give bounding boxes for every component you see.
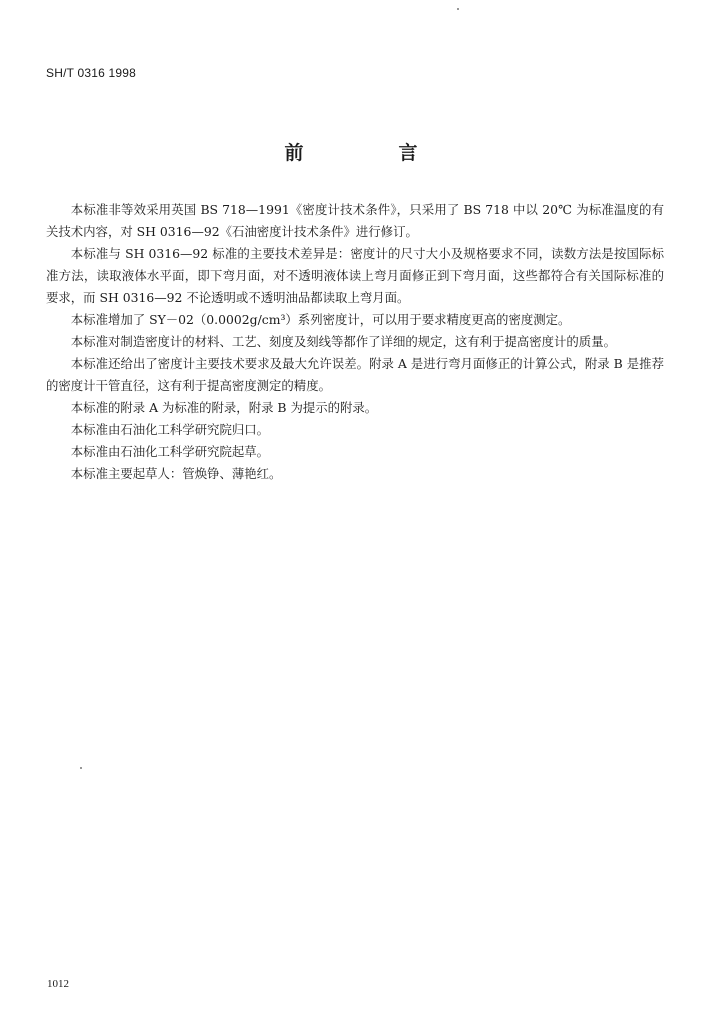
scan-speck <box>80 767 82 769</box>
foreword-body <box>46 199 664 485</box>
paragraph: 本标准对制造密度计的材料、工艺、刻度及刻线等都作了详细的规定，这有利于提高密度计的质量。 <box>70 334 616 349</box>
paragraph: 本标准还给出了密度计主要技术要求及最大允许误差。附录 A 是进行弯月面修正的计算公式，附录 B 是推荐的密度计干管直径，这有利于提高密度测定的精度。 <box>46 356 664 393</box>
paragraph: 本标准由石油化工科学研究院归口。 <box>70 422 270 437</box>
paragraph: 本标准增加了 SY－02（0.0002g/cm³）系列密度计，可以用于要求精度更高的密度测定。 <box>70 312 571 327</box>
paragraph: 本标准主要起草人：管焕铮、薄艳红。 <box>70 466 282 481</box>
page-number: 1012 <box>47 978 69 990</box>
scan-speck <box>457 8 459 10</box>
paragraph: 本标准的附录 A 为标准的附录，附录 B 为提示的附录。 <box>70 400 378 415</box>
paragraph: 本标准由石油化工科学研究院起草。 <box>70 444 270 459</box>
paragraph: 本标准与 SH 0316—92 标准的主要技术差异是：密度计的尺寸大小及规格要求不同，读数方法是按国际标准方法，读取液体水平面，即下弯月面，对不透明液体读上弯月面修正到下弯月面，这些都符合有关国际标准的要求，而 SH 0316—92 不论透明或不透明油品都读取上弯月面。 <box>46 246 664 305</box>
paragraph: 本标准非等效采用英国 BS 718—1991《密度计技术条件》，只采用了 BS 718 中以 20℃ 为标准温度的有关技术内容，对 SH 0316—92《石油密度计技术条件》进行修订。 <box>46 202 664 239</box>
document-code: SH/T 0316 1998 <box>46 66 136 80</box>
page-title: 前 言 <box>284 142 456 164</box>
